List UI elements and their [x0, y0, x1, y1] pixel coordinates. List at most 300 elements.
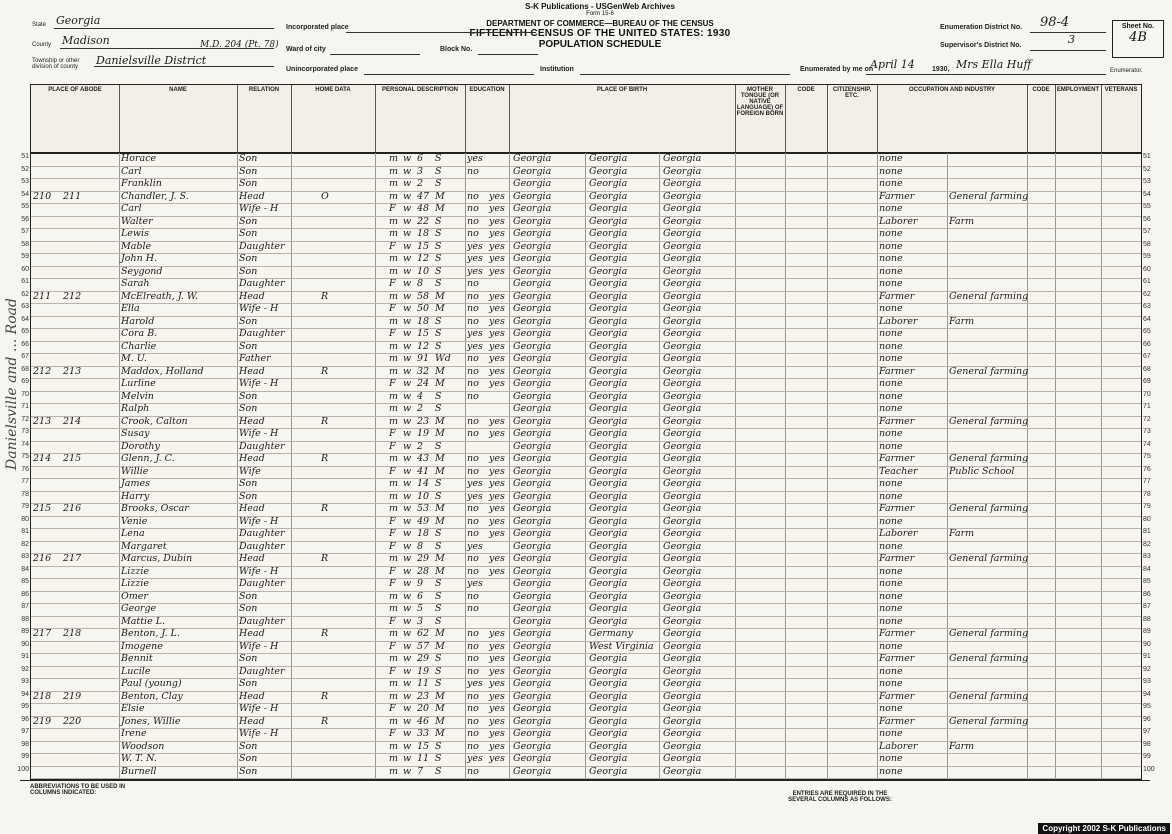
cell-occ: none [879, 478, 903, 489]
cell-dw: 210 [33, 190, 52, 202]
cell-occ: none [879, 253, 903, 264]
cell-rel: Head [239, 690, 265, 702]
cell-race: w [403, 703, 412, 714]
cell-rel: Wife - H [239, 728, 279, 739]
cell-birth: Georgia [513, 590, 552, 602]
cell-age: 8 [417, 278, 424, 289]
census-row [21, 703, 1151, 717]
census-row [21, 415, 1151, 430]
census-row [21, 590, 1151, 605]
census-row [21, 240, 1151, 255]
census-row [21, 640, 1151, 655]
sheet-header [0, 0, 1172, 84]
cell-occ: none [879, 640, 903, 652]
cell-father: Georgia [589, 665, 628, 677]
cell-ind: Public School [949, 465, 1015, 477]
census-row [21, 690, 1151, 705]
cell-rel: Wife - H [239, 428, 279, 439]
cell-read: yes [489, 565, 505, 577]
cell-fam: 219 [63, 690, 82, 702]
line-number: 82 [21, 540, 29, 548]
cell-sch: no [467, 603, 479, 614]
cell-occ: Farmer [879, 190, 915, 202]
cell-birth: Georgia [513, 190, 552, 202]
cell-age: 47 [417, 190, 430, 202]
cell-father: Georgia [589, 515, 628, 527]
line-number: 70 [21, 390, 29, 398]
cell-name: McElreath, J. W. [121, 290, 199, 302]
cell-father: Georgia [589, 615, 628, 627]
unincorporated-label: Unincorporated place [286, 66, 358, 73]
census-row [21, 515, 1151, 530]
cell-name: W. T. N. [121, 753, 157, 764]
cell-sex: m [389, 190, 399, 202]
cell-mar: M [435, 715, 445, 727]
cell-mar: S [435, 765, 442, 777]
cell-name: Lizzie [121, 565, 150, 577]
cell-read: yes [489, 328, 505, 339]
cell-father: Georgia [589, 690, 628, 702]
cell-sex: m [389, 590, 399, 602]
col-education: EDUCATION [465, 85, 510, 153]
enum-district-label: Enumeration District No. [940, 24, 1023, 31]
cell-mother: Georgia [663, 178, 702, 189]
col-home-data: HOME DATA [291, 85, 376, 153]
line-number-right: 66 [1143, 340, 1151, 348]
cell-age: 5 [417, 603, 424, 614]
cell-mar: S [435, 403, 442, 414]
cell-name: Lucile [121, 665, 151, 677]
township-value: Danielsville District [96, 54, 207, 67]
cell-mother: Georgia [663, 728, 702, 739]
cell-mother: Georgia [663, 665, 702, 677]
cell-ind: General farming [949, 653, 1029, 664]
ward-label: Ward of city [286, 46, 326, 53]
cell-sex: F [389, 303, 396, 314]
cell-mother: Georgia [663, 603, 702, 614]
cell-rel: Son [239, 740, 258, 752]
cell-name: Crook, Calton [121, 415, 188, 427]
cell-birth: Georgia [513, 553, 552, 564]
line-number: 76 [21, 465, 29, 473]
line-number: 77 [21, 478, 29, 485]
line-number: 71 [21, 403, 29, 410]
cell-rel: Son [239, 490, 258, 502]
cell-read: yes [489, 190, 505, 202]
cell-name: Sarah [121, 278, 150, 289]
census-row [21, 565, 1151, 580]
cell-name: Walter [121, 215, 153, 227]
cell-read: yes [489, 678, 505, 689]
cell-mother: Georgia [663, 590, 702, 602]
cell-age: 2 [417, 178, 424, 189]
cell-age: 10 [417, 490, 430, 502]
cell-ind: General farming [949, 690, 1029, 702]
cell-age: 43 [417, 453, 430, 464]
cell-age: 57 [417, 640, 430, 652]
cell-birth: Georgia [513, 265, 552, 277]
cell-birth: Georgia [513, 503, 552, 514]
cell-race: w [403, 403, 412, 414]
cell-age: 11 [417, 753, 430, 764]
line-number-right: 72 [1143, 415, 1151, 423]
line-number-right: 52 [1143, 165, 1151, 173]
cell-rel: Son [239, 153, 258, 164]
cell-mother: Georgia [663, 503, 702, 514]
line-number-right: 65 [1143, 328, 1151, 335]
cell-father: Georgia [589, 528, 628, 539]
cell-birth: Georgia [513, 490, 552, 502]
line-number-right: 68 [1143, 365, 1151, 373]
cell-name: Margaret [121, 540, 167, 552]
census-row [21, 203, 1151, 217]
cell-mar: M [435, 290, 445, 302]
col-code-2: CODE [1027, 85, 1056, 153]
cell-age: 33 [417, 728, 430, 739]
cell-sex: F [389, 528, 396, 539]
line-number-right: 98 [1143, 740, 1151, 748]
cell-occ: Farmer [879, 415, 915, 427]
cell-mother: Georgia [663, 428, 702, 439]
cell-rel: Son [239, 753, 258, 764]
census-row [21, 665, 1151, 680]
cell-father: Georgia [589, 215, 628, 227]
cell-sex: F [389, 665, 396, 677]
cell-race: w [403, 178, 412, 189]
cell-dw: 214 [33, 453, 52, 464]
cell-mar: M [435, 203, 445, 214]
cell-sex: F [389, 578, 396, 589]
cell-race: w [403, 765, 412, 777]
cell-own: R [321, 715, 329, 727]
cell-mother: Georgia [663, 703, 702, 714]
line-number: 74 [21, 440, 29, 448]
cell-birth: Georgia [513, 365, 552, 377]
line-number-right: 76 [1143, 465, 1151, 473]
cell-mar: M [435, 428, 445, 439]
cell-sex: m [389, 740, 399, 752]
cell-read: yes [489, 290, 505, 302]
cell-rel: Son [239, 590, 258, 602]
cell-sch: no [467, 515, 479, 527]
line-number-right: 70 [1143, 390, 1151, 398]
cell-sch: no [467, 215, 479, 227]
title-block [390, 2, 810, 50]
enumerated-label: Enumerated by me on [800, 66, 874, 73]
col-place-of-birth: PLACE OF BIRTH [509, 85, 736, 153]
cell-sch: yes [467, 678, 483, 689]
cell-birth: Georgia [513, 578, 552, 589]
cell-read: yes [489, 265, 505, 277]
cell-name: Melvin [121, 390, 154, 402]
line-number: 87 [21, 603, 29, 610]
line-number: 51 [21, 153, 29, 160]
line-number: 64 [21, 315, 29, 323]
cell-name: Harold [121, 315, 155, 327]
cell-age: 6 [417, 590, 424, 602]
cell-name: Benton, Clay [121, 690, 183, 702]
cell-sch: yes [467, 753, 483, 764]
cell-read: yes [489, 553, 505, 564]
sheet-number-box [1112, 20, 1164, 58]
line-number-right: 58 [1143, 240, 1151, 248]
cell-race: w [403, 228, 412, 239]
line-number: 68 [21, 365, 29, 373]
cell-read: yes [489, 690, 505, 702]
cell-name: Lewis [121, 228, 149, 239]
cell-occ: Laborer [879, 740, 918, 752]
cell-occ: none [879, 378, 903, 389]
cell-rel: Son [239, 165, 258, 177]
cell-father: Georgia [589, 328, 628, 339]
cell-sex: m [389, 553, 399, 564]
cell-race: w [403, 490, 412, 502]
cell-read: yes [489, 640, 505, 652]
cell-mar: S [435, 265, 442, 277]
column-headers [30, 84, 1142, 154]
sheet-value: 4B [1129, 30, 1147, 45]
cell-occ: none [879, 665, 903, 677]
cell-birth: Georgia [513, 690, 552, 702]
cell-mother: Georgia [663, 690, 702, 702]
cell-sch: yes [467, 265, 483, 277]
cell-name: Chandler, J. S. [121, 190, 189, 202]
cell-occ: Farmer [879, 453, 915, 464]
cell-occ: none [879, 178, 903, 189]
cell-sex: F [389, 465, 396, 477]
cell-occ: Farmer [879, 503, 915, 514]
cell-mar: S [435, 340, 442, 352]
cell-race: w [403, 290, 412, 302]
census-row [21, 440, 1151, 455]
cell-sch: no [467, 203, 479, 214]
cell-occ: none [879, 390, 903, 402]
cell-mother: Georgia [663, 528, 702, 539]
cell-sex: m [389, 403, 399, 414]
cell-age: 10 [417, 265, 430, 277]
census-row [21, 165, 1151, 180]
line-number-right: 55 [1143, 203, 1151, 210]
cell-mar: S [435, 228, 442, 239]
copyright-notice: Copyright 2002 S-K Publications [1038, 823, 1170, 834]
census-row [21, 390, 1151, 405]
cell-sex: F [389, 278, 396, 289]
cell-read: yes [489, 315, 505, 327]
cell-read: yes [489, 228, 505, 239]
cell-sex: m [389, 628, 399, 639]
line-number-right: 60 [1143, 265, 1151, 273]
cell-sex: m [389, 265, 399, 277]
cell-occ: none [879, 353, 903, 364]
cell-mother: Georgia [663, 190, 702, 202]
cell-occ: none [879, 590, 903, 602]
cell-age: 18 [417, 528, 430, 539]
cell-rel: Head [239, 190, 265, 202]
institution-label: Institution [540, 66, 574, 73]
census-row [21, 503, 1151, 517]
cell-mar: S [435, 590, 442, 602]
cell-mother: Georgia [663, 565, 702, 577]
cell-father: Georgia [589, 165, 628, 177]
cell-rel: Daughter [239, 440, 285, 452]
cell-father: Georgia [589, 703, 628, 714]
cell-race: w [403, 315, 412, 327]
cell-sch: no [467, 190, 479, 202]
cell-sch: no [467, 365, 479, 377]
cell-age: 15 [417, 240, 430, 252]
cell-dw: 211 [33, 290, 52, 302]
sheet-footer [20, 780, 1150, 821]
cell-sch: yes [467, 490, 483, 502]
cell-rel: Daughter [239, 578, 285, 589]
line-number: 80 [21, 515, 29, 523]
census-row [21, 228, 1151, 242]
county-value: Madison [62, 34, 110, 47]
cell-mother: Georgia [663, 578, 702, 589]
cell-birth: Georgia [513, 740, 552, 752]
census-row [17, 765, 1155, 780]
cell-sch: no [467, 703, 479, 714]
cell-own: R [321, 365, 329, 377]
cell-father: Georgia [589, 603, 628, 614]
cell-rel: Son [239, 265, 258, 277]
line-number-right: 82 [1143, 540, 1151, 548]
cell-age: 23 [417, 415, 430, 427]
cell-birth: Georgia [513, 478, 552, 489]
cell-age: 8 [417, 540, 424, 552]
cell-sex: m [389, 490, 399, 502]
cell-birth: Georgia [513, 465, 552, 477]
cell-age: 2 [417, 403, 424, 414]
cell-dw: 217 [33, 628, 52, 639]
cell-rel: Son [239, 253, 258, 264]
cell-age: 32 [417, 365, 430, 377]
line-number: 95 [21, 703, 29, 710]
cell-birth: Georgia [513, 303, 552, 314]
line-number-right: 73 [1143, 428, 1151, 435]
cell-read: yes [489, 465, 505, 477]
cell-race: w [403, 390, 412, 402]
cell-own: R [321, 690, 329, 702]
line-number: 66 [21, 340, 29, 348]
cell-age: 58 [417, 290, 430, 302]
cell-sch: no [467, 628, 479, 639]
cell-mar: M [435, 190, 445, 202]
cell-mar: M [435, 365, 445, 377]
cell-sch: no [467, 740, 479, 752]
cell-birth: Georgia [513, 428, 552, 439]
cell-fam: 213 [63, 365, 82, 377]
line-number: 59 [21, 253, 29, 260]
cell-age: 46 [417, 715, 430, 727]
cell-occ: none [879, 490, 903, 502]
publisher-line: S-K Publications - USGenWeb Archives [525, 2, 675, 11]
cell-mar: S [435, 753, 442, 764]
cell-father: Georgia [589, 253, 628, 264]
line-number: 96 [21, 715, 29, 723]
cell-age: 19 [417, 428, 430, 439]
cell-mar: S [435, 678, 442, 689]
line-number-right: 56 [1143, 215, 1151, 223]
cell-name: Woodson [121, 740, 165, 752]
cell-sex: F [389, 640, 396, 652]
cell-occ: none [879, 540, 903, 552]
cell-father: Georgia [589, 153, 628, 164]
line-number-right: 71 [1143, 403, 1151, 410]
cell-sch: no [467, 453, 479, 464]
margin-note: Danielsville and ... Road [4, 298, 20, 470]
cell-occ: none [879, 603, 903, 614]
cell-occ: none [879, 765, 903, 777]
cell-rel: Daughter [239, 528, 285, 539]
line-number: 73 [21, 428, 29, 435]
census-row [21, 465, 1151, 480]
line-number-right: 53 [1143, 178, 1151, 185]
cell-sch: no [467, 315, 479, 327]
cell-rel: Son [239, 603, 258, 614]
cell-birth: Georgia [513, 640, 552, 652]
cell-race: w [403, 428, 412, 439]
col-relation: RELATION [237, 85, 292, 153]
cell-sex: m [389, 603, 399, 614]
cell-dw: 216 [33, 553, 52, 564]
cell-mother: Georgia [663, 490, 702, 502]
census-row [21, 153, 1151, 167]
block-label: Block No. [440, 46, 473, 53]
cell-occ: none [879, 440, 903, 452]
col-veterans: VETERANS [1104, 87, 1138, 93]
cell-race: w [403, 465, 412, 477]
census-row [21, 478, 1151, 492]
census-row [21, 340, 1151, 355]
cell-name: Omer [121, 590, 148, 602]
cell-name: Horace [121, 153, 157, 164]
cell-mother: Georgia [663, 340, 702, 352]
cell-rel: Head [239, 553, 265, 564]
cell-race: w [403, 165, 412, 177]
cell-name: Maddox, Holland [121, 365, 204, 377]
line-number: 89 [21, 628, 29, 635]
cell-birth: Georgia [513, 328, 552, 339]
cell-father: Georgia [589, 265, 628, 277]
cell-occ: none [879, 203, 903, 214]
cell-name: Burnell [121, 765, 157, 777]
cell-birth: Georgia [513, 290, 552, 302]
cell-mar: S [435, 253, 442, 264]
cell-race: w [403, 603, 412, 614]
cell-sex: F [389, 378, 396, 389]
cell-name: Ella [121, 303, 140, 314]
cell-read: yes [489, 303, 505, 314]
line-number: 67 [21, 353, 29, 360]
census-row [21, 603, 1151, 617]
cell-age: 24 [417, 378, 430, 389]
line-number: 86 [21, 590, 29, 598]
cell-birth: Georgia [513, 603, 552, 614]
line-number-right: 97 [1143, 728, 1151, 735]
cell-mar: Wd [435, 353, 451, 364]
cell-sch: yes [467, 253, 483, 264]
cell-birth: Georgia [513, 278, 552, 289]
cell-father: Georgia [589, 190, 628, 202]
cell-mother: Georgia [663, 240, 702, 252]
cell-race: w [403, 415, 412, 427]
line-number: 91 [21, 653, 29, 660]
census-row [21, 628, 1151, 642]
cell-sch: no [467, 378, 479, 389]
cell-name: Benton, J. L. [121, 628, 180, 639]
cell-rel: Head [239, 415, 265, 427]
